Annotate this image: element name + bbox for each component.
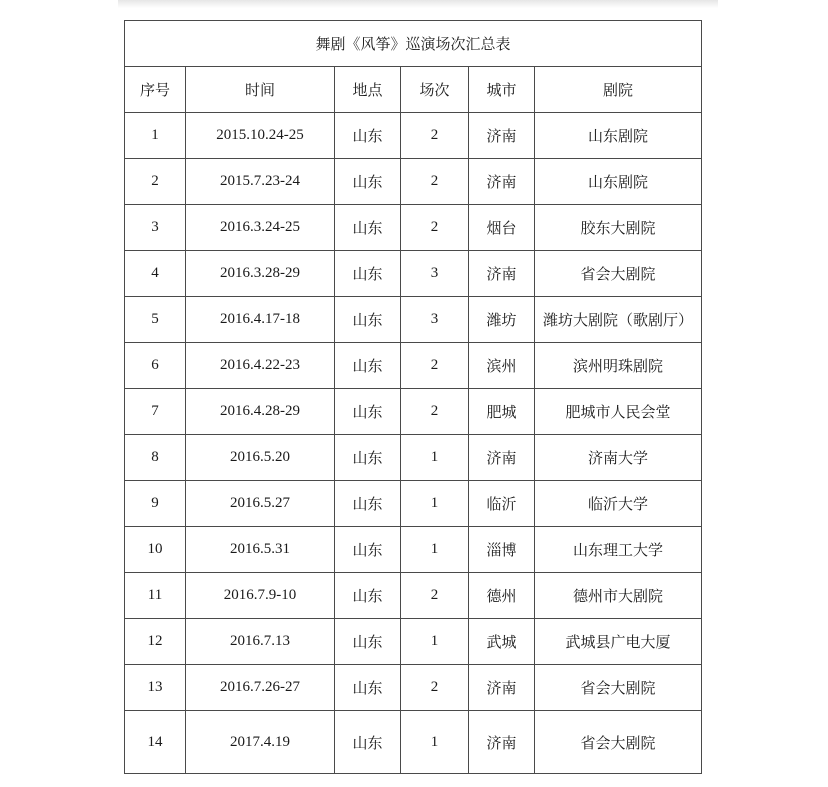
cell-location: 山东	[335, 665, 401, 711]
table-row	[125, 711, 702, 774]
cell-shows: 2	[401, 389, 469, 435]
cell-shows: 1	[401, 711, 469, 774]
cell-city: 潍坊	[469, 297, 535, 343]
cell-location: 山东	[335, 573, 401, 619]
cell-theater: 山东剧院	[535, 159, 702, 205]
cell-index: 10	[125, 527, 186, 573]
cell-city: 烟台	[469, 205, 535, 251]
cell-date: 2016.4.28-29	[186, 389, 335, 435]
cell-shows: 1	[401, 435, 469, 481]
cell-city: 武城	[469, 619, 535, 665]
cell-index: 2	[125, 159, 186, 205]
header-index: 序号	[125, 67, 186, 113]
table-row	[125, 113, 702, 159]
cell-index: 6	[125, 343, 186, 389]
cell-index: 4	[125, 251, 186, 297]
cell-date: 2016.5.27	[186, 481, 335, 527]
cell-city: 临沂	[469, 481, 535, 527]
cell-index: 14	[125, 711, 186, 774]
table-row	[125, 343, 702, 389]
table-row	[125, 665, 702, 711]
cell-date: 2016.3.28-29	[186, 251, 335, 297]
table-row	[125, 435, 702, 481]
header-location: 地点	[335, 67, 401, 113]
cell-shows: 2	[401, 205, 469, 251]
cell-location: 山东	[335, 435, 401, 481]
cell-index: 5	[125, 297, 186, 343]
table-header-row	[125, 67, 702, 113]
cell-index: 3	[125, 205, 186, 251]
cell-city: 肥城	[469, 389, 535, 435]
header-shows: 场次	[401, 67, 469, 113]
cell-date: 2016.7.9-10	[186, 573, 335, 619]
cell-location: 山东	[335, 205, 401, 251]
cell-location: 山东	[335, 619, 401, 665]
cell-shows: 2	[401, 159, 469, 205]
table-row	[125, 573, 702, 619]
cell-date: 2016.5.20	[186, 435, 335, 481]
cell-theater: 山东理工大学	[535, 527, 702, 573]
table-row	[125, 251, 702, 297]
cell-shows: 3	[401, 297, 469, 343]
cell-city: 济南	[469, 251, 535, 297]
cell-location: 山东	[335, 343, 401, 389]
cell-date: 2017.4.19	[186, 711, 335, 774]
cell-shows: 1	[401, 481, 469, 527]
cell-index: 7	[125, 389, 186, 435]
cell-shows: 3	[401, 251, 469, 297]
cell-index: 13	[125, 665, 186, 711]
cell-theater: 潍坊大剧院（歌剧厅）	[535, 297, 702, 343]
cell-city: 济南	[469, 159, 535, 205]
cell-index: 1	[125, 113, 186, 159]
cell-theater: 济南大学	[535, 435, 702, 481]
table-row	[125, 297, 702, 343]
cell-date: 2016.3.24-25	[186, 205, 335, 251]
cell-theater: 德州市大剧院	[535, 573, 702, 619]
cell-theater: 武城县广电大厦	[535, 619, 702, 665]
cell-index: 9	[125, 481, 186, 527]
table-row	[125, 159, 702, 205]
table-title-row	[125, 21, 702, 67]
table-row	[125, 205, 702, 251]
cell-location: 山东	[335, 481, 401, 527]
cell-date: 2016.7.13	[186, 619, 335, 665]
header-date: 时间	[186, 67, 335, 113]
cell-location: 山东	[335, 251, 401, 297]
tour-summary-table	[124, 20, 702, 774]
cell-location: 山东	[335, 159, 401, 205]
cell-city: 济南	[469, 665, 535, 711]
table-title: 舞剧《风筝》巡演场次汇总表	[125, 21, 702, 67]
table-row	[125, 619, 702, 665]
cell-theater: 胶东大剧院	[535, 205, 702, 251]
cell-theater: 省会大剧院	[535, 711, 702, 774]
cell-date: 2016.4.17-18	[186, 297, 335, 343]
table-row	[125, 389, 702, 435]
cell-location: 山东	[335, 113, 401, 159]
cell-theater: 省会大剧院	[535, 251, 702, 297]
cell-index: 12	[125, 619, 186, 665]
cell-city: 德州	[469, 573, 535, 619]
table-row	[125, 481, 702, 527]
cell-city: 济南	[469, 711, 535, 774]
cell-theater: 省会大剧院	[535, 665, 702, 711]
cell-date: 2016.7.26-27	[186, 665, 335, 711]
cell-date: 2016.5.31	[186, 527, 335, 573]
cell-shows: 2	[401, 113, 469, 159]
cell-city: 济南	[469, 435, 535, 481]
cell-shows: 2	[401, 665, 469, 711]
header-city: 城市	[469, 67, 535, 113]
cell-city: 淄博	[469, 527, 535, 573]
cell-date: 2016.4.22-23	[186, 343, 335, 389]
page-top-shadow	[118, 0, 718, 8]
cell-city: 济南	[469, 113, 535, 159]
cell-date: 2015.7.23-24	[186, 159, 335, 205]
cell-theater: 滨州明珠剧院	[535, 343, 702, 389]
cell-location: 山东	[335, 527, 401, 573]
cell-location: 山东	[335, 711, 401, 774]
cell-shows: 2	[401, 573, 469, 619]
cell-date: 2015.10.24-25	[186, 113, 335, 159]
cell-index: 11	[125, 573, 186, 619]
cell-shows: 2	[401, 343, 469, 389]
cell-index: 8	[125, 435, 186, 481]
cell-shows: 1	[401, 619, 469, 665]
cell-location: 山东	[335, 389, 401, 435]
cell-theater: 临沂大学	[535, 481, 702, 527]
cell-shows: 1	[401, 527, 469, 573]
cell-city: 滨州	[469, 343, 535, 389]
cell-location: 山东	[335, 297, 401, 343]
cell-theater: 山东剧院	[535, 113, 702, 159]
header-theater: 剧院	[535, 67, 702, 113]
table-row	[125, 527, 702, 573]
cell-theater: 肥城市人民会堂	[535, 389, 702, 435]
